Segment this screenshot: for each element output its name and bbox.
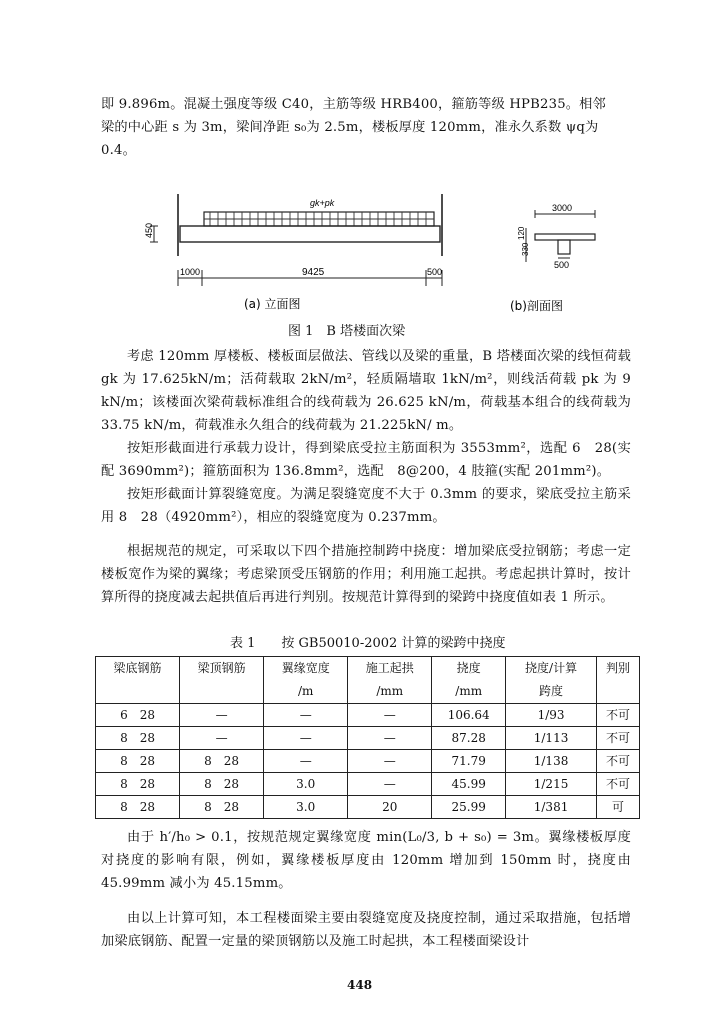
cell: 可 — [597, 796, 640, 819]
left-support-dim: 1000 — [180, 267, 201, 277]
paragraph-6: 由以上计算可知，本工程楼面梁主要由裂缝宽度及挠度控制，通过采取措施，包括增加梁底钢筋、配置一定量的梁顶钢筋以及施工时起拱，本工程楼面梁设计 — [101, 911, 631, 949]
header-flange-width: 翼缘宽度 /m — [264, 657, 348, 704]
cell: 8 28 — [96, 727, 180, 750]
paragraph-4: 根据规范的规定，可采取以下四个措施控制跨中挠度：增加梁底受拉钢筋；考虑一定楼板宽作为梁的翼缘；考虑梁顶受压钢筋的作用；利用施工起拱。考虑起拱计算时，按计算所得的挠度减去起拱值后再进行判别。按规范计算得到的梁跨中挠度值如表 1 所示。 — [101, 544, 631, 605]
cell: 不可 — [597, 704, 640, 727]
cell: — — [180, 704, 264, 727]
cell: — — [348, 773, 432, 796]
header-top-rebar: 梁顶钢筋 — [180, 657, 264, 704]
cell: 8 28 — [180, 796, 264, 819]
cell: 8 28 — [180, 750, 264, 773]
intro-line-1: 即 9.896m。混凝土强度等级 C40，主筋等级 HRB400，箍筋等级 HPB235。相邻 — [101, 97, 606, 112]
paragraph-1: 考虑 120mm 厚楼板、楼板面层做法、管线以及梁的重量，B 塔楼面次梁的线恒荷载 gk 为 17.625kN/m；活荷载取 2kN/m²，轻质隔墙取 1kN/m²，则线活荷载 pk 为 9 kN/m；该楼面次梁荷载标准组合的线荷载为 26.625 kN/m，荷载基本组合的线荷载为 33.75 kN/m，荷载准永久组合的线荷载为 21.225kN/ m。 — [101, 349, 631, 433]
intro-line-2: 梁的中心距 s 为 3m，梁间净距 s₀为 2.5m，楼板厚度 120mm，准永久系数 ψq为 — [101, 120, 599, 135]
header-bottom-rebar: 梁底钢筋 — [96, 657, 180, 704]
cell: 87.28 — [432, 727, 506, 750]
table-row — [96, 773, 640, 796]
subcaption-b: (b)剖面图 — [510, 299, 563, 313]
cell: 106.64 — [432, 704, 506, 727]
paragraph-3: 按矩形截面计算裂缝宽度。为满足裂缝宽度不大于 0.3mm 的要求，梁底受拉主筋采用 8 28（4920mm²），相应的裂缝宽度为 0.237mm。 — [101, 487, 631, 525]
header-deflection: 挠度 /mm — [432, 657, 506, 704]
cell: 8 28 — [180, 773, 264, 796]
cell: — — [264, 727, 348, 750]
table-row — [96, 750, 640, 773]
cell: 8 28 — [96, 796, 180, 819]
deflection-table — [95, 656, 640, 819]
cell: — — [348, 704, 432, 727]
cell: 8 28 — [96, 750, 180, 773]
cell: 71.79 — [432, 750, 506, 773]
figure-caption: 图 1 B 塔楼面次梁 — [288, 324, 406, 339]
table-header-row — [96, 657, 640, 704]
cell: 45.99 — [432, 773, 506, 796]
cell: 不可 — [597, 750, 640, 773]
cell: 1/113 — [506, 727, 597, 750]
header-judgement: 判别 — [597, 657, 640, 704]
intro-line-3: 0.4。 — [101, 143, 136, 158]
table-row — [96, 727, 640, 750]
cell: — — [348, 727, 432, 750]
cell: 不可 — [597, 773, 640, 796]
header-camber: 施工起拱 /mm — [348, 657, 432, 704]
cell: 3.0 — [264, 773, 348, 796]
table-row — [96, 796, 640, 819]
cell: — — [180, 727, 264, 750]
span-dim: 9425 — [302, 267, 325, 278]
section-width-dim: 3000 — [552, 203, 573, 213]
paragraph-5: 由于 h′/h₀ > 0.1，按规范规定翼缘宽度 min(L₀/3, b + s₀) = 3m。翼缘楼板厚度对挠度的影响有限，例如，翼缘楼板厚度由 120mm 增加到 150mm 时，挠度由 45.99mm 减小为 45.15mm。 — [101, 830, 631, 891]
cell: — — [348, 750, 432, 773]
cell: 25.99 — [432, 796, 506, 819]
cell: 6 28 — [96, 704, 180, 727]
header-ratio: 挠度/计算 跨度 — [506, 657, 597, 704]
cell: — — [264, 704, 348, 727]
cell: — — [264, 750, 348, 773]
cell: 1/215 — [506, 773, 597, 796]
table-row — [96, 704, 640, 727]
table-title: 表 1 按 GB50010-2002 计算的梁跨中挠度 — [230, 636, 506, 651]
cell: 1/93 — [506, 704, 597, 727]
intro-paragraph — [101, 93, 631, 162]
section-flange-dim: 120 — [517, 226, 526, 240]
cell: 20 — [348, 796, 432, 819]
cell: 1/381 — [506, 796, 597, 819]
subcaption-a: (a) 立面图 — [244, 297, 301, 311]
right-support-dim: 500 — [427, 267, 443, 277]
height-label: 450 — [144, 222, 154, 238]
load-label: gk+pk — [310, 198, 335, 208]
cell: 1/138 — [506, 750, 597, 773]
beam-drawing — [140, 186, 620, 316]
cell: 3.0 — [264, 796, 348, 819]
figure-1 — [140, 186, 620, 316]
section-depth-dim: 330 — [521, 242, 530, 256]
section-web-dim: 500 — [554, 260, 570, 270]
cell: 8 28 — [96, 773, 180, 796]
paragraph-2: 按矩形截面进行承载力设计，得到梁底受拉主筋面积为 3553mm²，选配 6 28(实配 3690mm²)；箍筋面积为 136.8mm²，选配 8@200，4 肢箍(实配 201mm²)。 — [101, 441, 631, 479]
page-number: 448 — [347, 978, 373, 992]
cell: 不可 — [597, 727, 640, 750]
